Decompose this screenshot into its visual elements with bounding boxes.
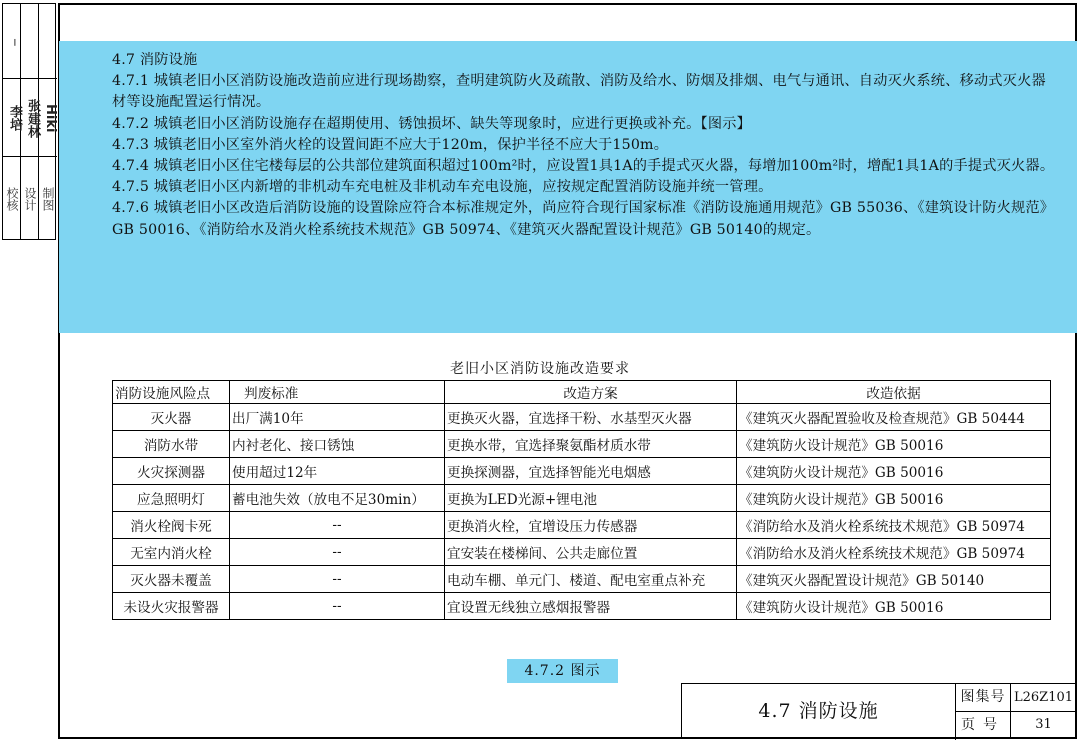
signature-design: 张建林 bbox=[25, 98, 40, 138]
requirements-table bbox=[112, 380, 1051, 620]
table-row bbox=[113, 404, 1051, 431]
cell-criteria: -- bbox=[230, 512, 445, 539]
table-title: 老旧小区消防设施改造要求 bbox=[450, 361, 630, 377]
cell-plan: 电动车棚、单元门、楼道、配电室重点补充 bbox=[445, 566, 737, 593]
cell-basis: 《建筑防火设计规范》GB 50016 bbox=[737, 431, 1051, 458]
title-block bbox=[681, 683, 1077, 739]
section-heading: 4.7 消防设施 bbox=[112, 52, 198, 68]
cell-risk-point: 应急照明灯 bbox=[113, 485, 230, 512]
sidebar-label-design: 设计 bbox=[23, 187, 37, 211]
table-header-row bbox=[113, 381, 1051, 404]
table-row bbox=[113, 431, 1051, 458]
cell-plan: 更换为LED光源+锂电池 bbox=[445, 485, 737, 512]
atlas-number-value: L26Z101 bbox=[1011, 684, 1076, 712]
figure-caption: 4.7.2 图示 bbox=[507, 659, 618, 683]
page-number-value: 31 bbox=[1035, 717, 1052, 732]
signature-check: 李培 bbox=[7, 105, 22, 131]
header-risk-point: 消防设施风险点 bbox=[113, 381, 230, 404]
table-row bbox=[113, 485, 1051, 512]
table-row bbox=[113, 512, 1051, 539]
cell-plan: 更换灭火器，宜选择干粉、水基型灭火器 bbox=[445, 404, 737, 431]
header-criteria: 判废标准 bbox=[230, 381, 445, 404]
cell-plan: 更换水带，宜选择聚氨酯材质水带 bbox=[445, 431, 737, 458]
sidebar-divider bbox=[3, 78, 57, 79]
cell-plan: 宜安装在楼梯间、公共走廊位置 bbox=[445, 539, 737, 566]
cell-risk-point: 灭火器 bbox=[113, 404, 230, 431]
cell-risk-point: 火灾探测器 bbox=[113, 458, 230, 485]
signature-drawing: Hiki bbox=[43, 103, 58, 133]
spec-text-block bbox=[59, 41, 1077, 333]
sidebar-label-drawing: 制图 bbox=[41, 187, 55, 211]
cell-risk-point: 无室内消火栓 bbox=[113, 539, 230, 566]
cell-plan: 宜设置无线独立感烟报警器 bbox=[445, 593, 737, 620]
signature-sidebar bbox=[2, 3, 56, 240]
cell-criteria: 使用超过12年 bbox=[230, 458, 445, 485]
atlas-number-label: 图集号 bbox=[956, 684, 1011, 712]
cell-basis: 《建筑防火设计规范》GB 50016 bbox=[737, 593, 1051, 620]
cell-basis: 《消防给水及消火栓系统技术规范》GB 50974 bbox=[737, 512, 1051, 539]
clause-4-7-4: 4.7.4 城镇老旧小区住宅楼每层的公共部位建筑面积超过100m²时，应设置1具1A的手提式灭火器，每增加100m²时，增配1具1A的手提式灭火器。 bbox=[112, 158, 1055, 175]
table-row bbox=[113, 539, 1051, 566]
cell-criteria: 出厂满10年 bbox=[230, 404, 445, 431]
cell-plan: 更换消火栓，宜增设压力传感器 bbox=[445, 512, 737, 539]
cell-criteria: 内衬老化、接口锈蚀 bbox=[230, 431, 445, 458]
clause-4-7-3: 4.7.3 城镇老旧小区室外消火栓的设置间距不应大于120m，保护半径不应大于150m。 bbox=[112, 136, 669, 153]
cell-risk-point: 灭火器未覆盖 bbox=[113, 566, 230, 593]
header-basis: 改造依据 bbox=[737, 381, 1051, 404]
sidebar-divider bbox=[3, 156, 57, 157]
cell-basis: 《建筑灭火器配置设计规范》GB 50140 bbox=[737, 566, 1051, 593]
cell-plan: 更换探测器，宜选择智能光电烟感 bbox=[445, 458, 737, 485]
sidebar-label-check: 校核 bbox=[5, 187, 19, 211]
header-plan: 改造方案 bbox=[445, 381, 737, 404]
table-row bbox=[113, 458, 1051, 485]
clause-4-7-1: 4.7.1 城镇老旧小区消防设施改造前应进行现场勘察，查明建筑防火及疏散、消防及给水、防烟及排烟、电气与通讯、自动灭火系统、移动式灭火器材等设施配置运行情况。 bbox=[112, 73, 1046, 111]
page-number-label: 页号 bbox=[956, 712, 1011, 739]
sidebar-stamp: ─ bbox=[8, 38, 21, 46]
cell-basis: 《消防给水及消火栓系统技术规范》GB 50974 bbox=[737, 539, 1051, 566]
clause-4-7-6: 4.7.6 城镇老旧小区改造后消防设施的设置除应符合本标准规定外，尚应符合现行国家标准《消防设施通用规范》GB 55036、《建筑设计防火规范》GB 50016、《消防给水及消火栓系统技术规范》GB 50974、《建筑灭火器配置设计规范》GB 50140的规定。 bbox=[112, 200, 1055, 238]
cell-basis: 《建筑灭火器配置验收及检查规范》GB 50444 bbox=[737, 404, 1051, 431]
table-row bbox=[113, 566, 1051, 593]
cell-risk-point: 消火栓阀卡死 bbox=[113, 512, 230, 539]
title-block-title: 4.7 消防设施 bbox=[682, 684, 956, 740]
table-row bbox=[113, 593, 1051, 620]
cell-risk-point: 消防水带 bbox=[113, 431, 230, 458]
cell-criteria: -- bbox=[230, 539, 445, 566]
cell-risk-point: 未设火灾报警器 bbox=[113, 593, 230, 620]
cell-criteria: -- bbox=[230, 593, 445, 620]
cell-criteria: -- bbox=[230, 566, 445, 593]
cell-basis: 《建筑防火设计规范》GB 50016 bbox=[737, 485, 1051, 512]
cell-basis: 《建筑防火设计规范》GB 50016 bbox=[737, 458, 1051, 485]
clause-4-7-2: 4.7.2 城镇老旧小区消防设施存在超期使用、锈蚀损坏、缺失等现象时，应进行更换或补充。【图示】 bbox=[112, 115, 751, 132]
clause-4-7-5: 4.7.5 城镇老旧小区内新增的非机动车充电桩及非机动车充电设施，应按规定配置消防设施并统一管理。 bbox=[112, 179, 773, 196]
cell-criteria: 蓄电池失效（放电不足30min） bbox=[230, 485, 445, 512]
